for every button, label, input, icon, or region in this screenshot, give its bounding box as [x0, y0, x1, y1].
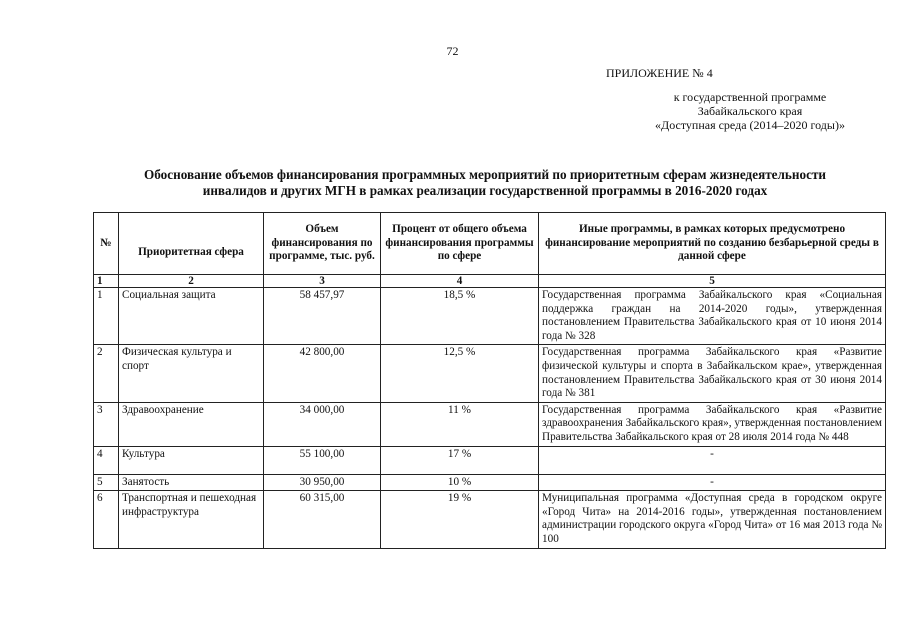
row-percent: 11 %: [381, 402, 539, 446]
header-num: №: [94, 213, 119, 275]
row-amount: 60 315,00: [264, 491, 381, 548]
table-row: [94, 446, 886, 474]
row-other-program: Государственная программа Забайкальского края «Развитие физической культуры и спорта в Забайкальском крае», утвержденная постановлением Правительства Забайкальского края от 30 июня 2014 года № 381: [539, 345, 886, 402]
appendix-subtitle: [640, 90, 860, 132]
row-number: 5: [94, 474, 119, 491]
row-percent: 18,5 %: [381, 288, 539, 345]
appendix-line-3: «Доступная среда (2014–2020 годы)»: [655, 118, 845, 132]
appendix-line-2: Забайкальского края: [697, 104, 803, 118]
table-row: [94, 402, 886, 446]
appendix-title: ПРИЛОЖЕНИЕ № 4: [606, 66, 713, 80]
row-area: Транспортная и пешеходная инфраструктура: [119, 491, 264, 548]
row-percent: 10 %: [381, 474, 539, 491]
row-percent: 17 %: [381, 446, 539, 474]
header-percent: Процент от общего объема финансирования программы по сфере: [381, 213, 539, 275]
row-area: Здравоохранение: [119, 402, 264, 446]
financing-table: [93, 212, 886, 549]
row-amount: 42 800,00: [264, 345, 381, 402]
row-other-program: Муниципальная программа «Доступная среда в городском округе «Город Чита» на 2014-2016 годы», утвержденная постановлением администрации городского округа «Город Чита» от 16 мая 2013 года № 100: [539, 491, 886, 548]
row-number: 1: [94, 288, 119, 345]
table-row: [94, 491, 886, 548]
row-amount: 55 100,00: [264, 446, 381, 474]
row-percent: 19 %: [381, 491, 539, 548]
document-title: [60, 167, 905, 199]
row-area: Занятость: [119, 474, 264, 491]
table-row: [94, 474, 886, 491]
table-row: [94, 288, 886, 345]
table-row: [94, 345, 886, 402]
page-number: 72: [446, 44, 459, 58]
document-title-line-1: Обоснование объемов финансирования программных мероприятий по приоритетным сферам жизнедеятельности: [143, 167, 827, 182]
column-number: 5: [539, 275, 886, 288]
row-other-program: Государственная программа Забайкальского края «Развитие здравоохранения Забайкальского края», утвержденная постановлением Правительства Забайкальского края от 28 июля 2014 года № 448: [539, 402, 886, 446]
column-number: 3: [264, 275, 381, 288]
row-area: Культура: [119, 446, 264, 474]
row-number: 4: [94, 446, 119, 474]
column-number: 1: [94, 275, 119, 288]
row-number: 6: [94, 491, 119, 548]
table-header-row: [94, 213, 886, 275]
row-amount: 34 000,00: [264, 402, 381, 446]
row-amount: 30 950,00: [264, 474, 381, 491]
row-area: Физическая культура и спорт: [119, 345, 264, 402]
row-other-program: -: [539, 446, 886, 474]
column-number: 2: [119, 275, 264, 288]
header-area: Приоритетная сфера: [119, 213, 264, 275]
header-amount: Объем финансирования по программе, тыс. руб.: [264, 213, 381, 275]
column-number: 4: [381, 275, 539, 288]
row-number: 3: [94, 402, 119, 446]
row-area: Социальная защита: [119, 288, 264, 345]
appendix-line-1: к государственной программе: [673, 90, 827, 104]
column-numbers-row: [94, 275, 886, 288]
row-percent: 12,5 %: [381, 345, 539, 402]
header-other-programs: Иные программы, в рамках которых предусмотрено финансирование мероприятий по созданию безбарьерной среды в данной сфере: [539, 213, 886, 275]
row-other-program: -: [539, 474, 886, 491]
row-number: 2: [94, 345, 119, 402]
row-amount: 58 457,97: [264, 288, 381, 345]
document-title-line-2: инвалидов и других МГН в рамках реализации государственной программы в 2016-2020 годах: [202, 183, 768, 198]
row-other-program: Государственная программа Забайкальского края «Социальная поддержка граждан на 2014-2020 годы», утвержденная постановлением Правительства Забайкальского края от 10 июня 2014 года № 328: [539, 288, 886, 345]
